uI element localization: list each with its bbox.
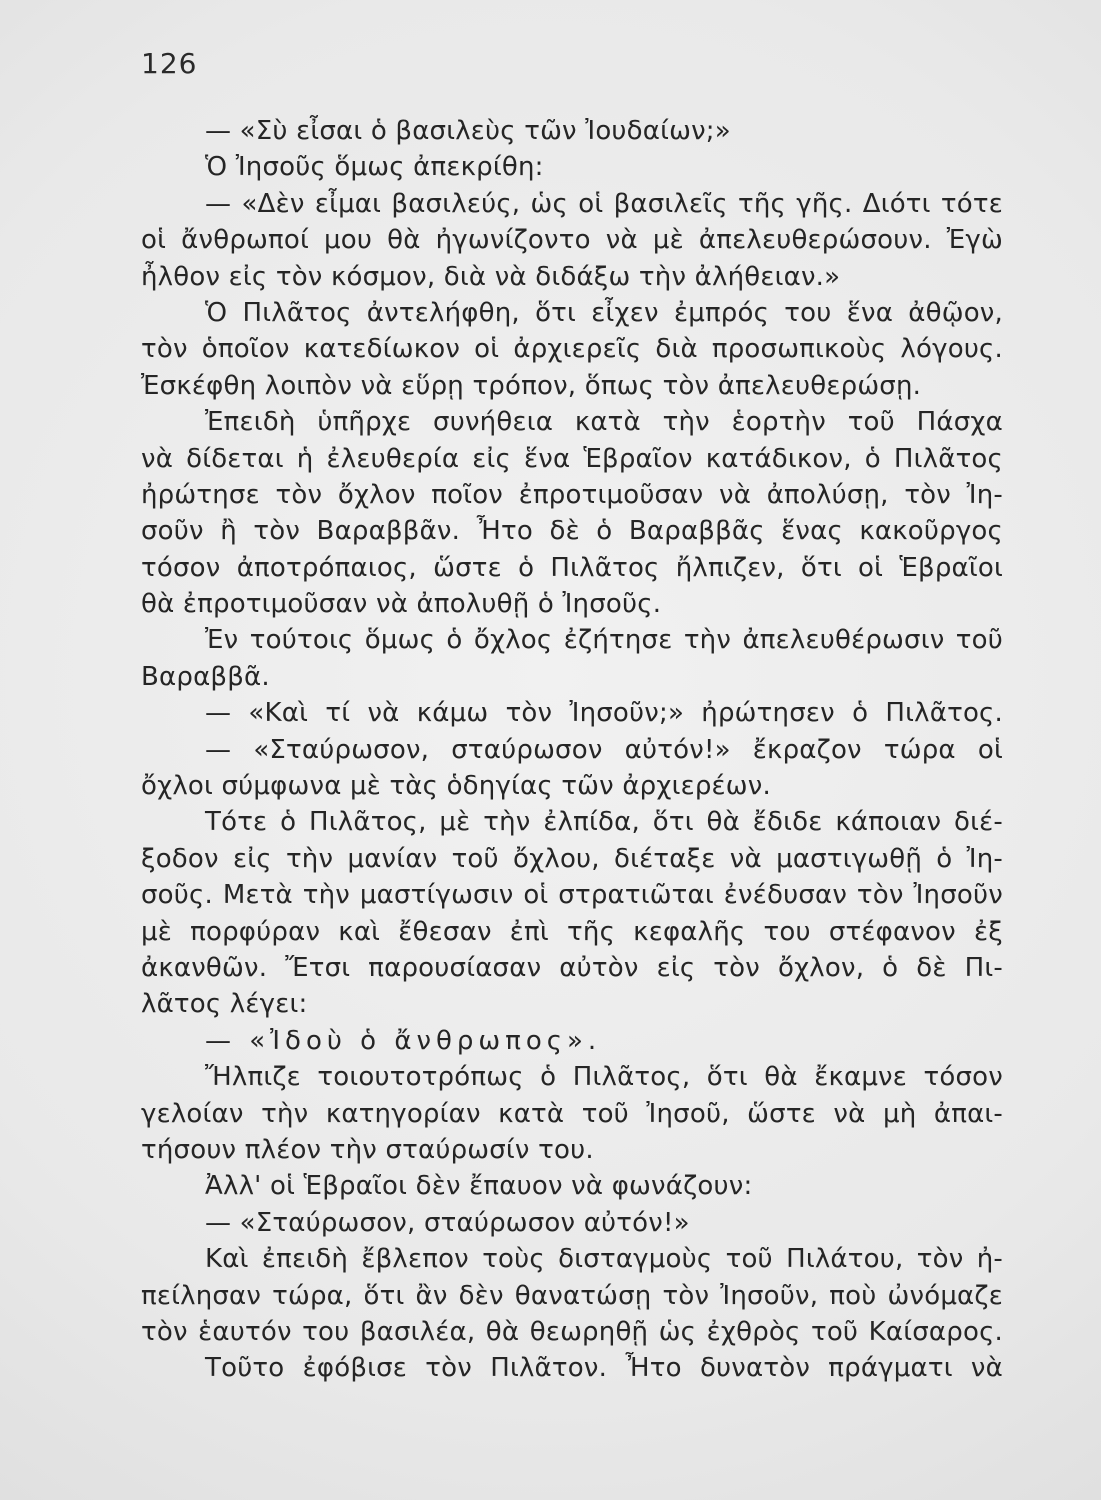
text-line: Ἐσκέφθη λοιπὸν νὰ εὕρῃ τρόπον, ὅπως τὸν ἀπελευθερώσῃ.	[141, 370, 922, 401]
text-line: ἠρώτησε τὸν ὄχλον ποῖον ἐπροτιμοῦσαν νὰ ἀπολύσῃ, τὸν Ἰη-	[141, 479, 1003, 510]
text-line: — «Σταύρωσον, σταύρωσον αὐτόν!» ἔκραζον τώρα οἱ	[205, 734, 1003, 765]
text-line: ὄχλοι σύμφωνα μὲ τὰς ὁδηγίας τῶν ἀρχιερέων.	[141, 771, 771, 802]
text-line: λᾶτος λέγει:	[141, 989, 308, 1020]
text-line: Ὁ Ἰησοῦς ὅμως ἀπεκρίθη:	[205, 152, 544, 183]
text-line: — «Ἰδοὺ ὁ ἄνθρωπος».	[205, 1025, 602, 1056]
text-line: Ἀλλ' οἱ Ἑβραῖοι δὲν ἔπαυον νὰ φωνάζουν:	[205, 1171, 753, 1202]
text-line: ξοδον εἰς τὴν μανίαν τοῦ ὄχλου, διέταξε νὰ μαστιγωθῇ ὁ Ἰη-	[141, 843, 1003, 874]
text-line: — «Σὺ εἶσαι ὁ βασιλεὺς τῶν Ἰουδαίων;»	[205, 116, 731, 146]
text-line: τὸν ἑαυτόν του βασιλέα, θὰ θεωρηθῇ ὡς ἐχθρὸς τοῦ Καίσαρος.	[141, 1316, 1003, 1347]
body-text	[141, 113, 1003, 1387]
text-line: νὰ δίδεται ἡ ἐλευθερία εἰς ἕνα Ἑβραῖον κατάδικον, ὁ Πιλᾶτος	[141, 443, 1003, 474]
text-line: — «Καὶ τί νὰ κάμω τὸν Ἰησοῦν;» ἠρώτησεν ὁ Πιλᾶτος.	[205, 698, 1003, 729]
text-line: τόσον ἀποτρόπαιος, ὥστε ὁ Πιλᾶτος ἤλπιζεν, ὅτι οἱ Ἑβραῖοι	[141, 552, 1003, 583]
text-line: Ἐν τούτοις ὅμως ὁ ὄχλος ἐζήτησε τὴν ἀπελευθέρωσιν τοῦ	[205, 625, 1003, 656]
page-number: 126	[141, 47, 198, 80]
text-line: μὲ πορφύραν καὶ ἔθεσαν ἐπὶ τῆς κεφαλῆς του στέφανον ἐξ	[141, 916, 1003, 947]
text-line: — «Σταύρωσον, σταύρωσον αὐτόν!»	[205, 1207, 690, 1238]
text-line: Ἤλπιζε τοιουτοτρόπως ὁ Πιλᾶτος, ὅτι θὰ ἔκαμνε τόσον	[205, 1062, 1003, 1093]
text-line: Ἐπειδὴ ὑπῆρχε συνήθεια κατὰ τὴν ἑορτὴν τοῦ Πάσχα	[205, 407, 1003, 438]
text-line: Βαραββᾶ.	[141, 661, 270, 692]
text-line: οἱ ἄνθρωποί μου θὰ ἠγωνίζοντο νὰ μὲ ἀπελευθερώσουν. Ἐγὼ	[141, 225, 1003, 256]
text-line: Τότε ὁ Πιλᾶτος, μὲ τὴν ἐλπίδα, ὅτι θὰ ἔδιδε κάποιαν διέ-	[205, 807, 1003, 838]
text-line: Ὁ Πιλᾶτος ἀντελήφθη, ὅτι εἶχεν ἐμπρός του ἕνα ἀθῷον,	[205, 297, 1003, 328]
text-line: Καὶ ἐπειδὴ ἔβλεπον τοὺς δισταγμοὺς τοῦ Πιλάτου, τὸν ἠ-	[205, 1244, 1003, 1275]
text-line: τήσουν πλέον τὴν σταύρωσίν του.	[141, 1134, 594, 1165]
text-line: θὰ ἐπροτιμοῦσαν νὰ ἀπολυθῇ ὁ Ἰησοῦς.	[141, 589, 662, 620]
text-line: σοῦν ἢ τὸν Βαραββᾶν. Ἦτο δὲ ὁ Βαραββᾶς ἕνας κακοῦργος	[141, 516, 1003, 547]
text-line: ἦλθον εἰς τὸν κόσμον, διὰ νὰ διδάξω τὴν ἀλήθειαν.»	[141, 261, 841, 292]
text-line: ἀκανθῶν. Ἔτσι παρουσίασαν αὐτὸν εἰς τὸν ὄχλον, ὁ δὲ Πι-	[141, 952, 1003, 983]
text-line: — «Δὲν εἶμαι βασιλεύς, ὡς οἱ βασιλεῖς τῆς γῆς. Διότι τότε	[205, 188, 1003, 219]
text-line: πείλησαν τώρα, ὅτι ἂν δὲν θανατώσῃ τὸν Ἰησοῦν, ποὺ ὠνόμαζε	[141, 1280, 1003, 1311]
text-line: Τοῦτο ἐφόβισε τὸν Πιλᾶτον. Ἦτο δυνατὸν πράγματι νὰ	[205, 1353, 1003, 1384]
text-line: σοῦς. Μετὰ τὴν μαστίγωσιν οἱ στρατιῶται ἐνέδυσαν τὸν Ἰησοῦν	[141, 880, 1003, 911]
text-line: τὸν ὁποῖον κατεδίωκον οἱ ἀρχιερεῖς διὰ προσωπικοὺς λόγους.	[141, 334, 1003, 365]
text-line: γελοίαν τὴν κατηγορίαν κατὰ τοῦ Ἰησοῦ, ὥστε νὰ μὴ ἀπαι-	[141, 1098, 1003, 1129]
